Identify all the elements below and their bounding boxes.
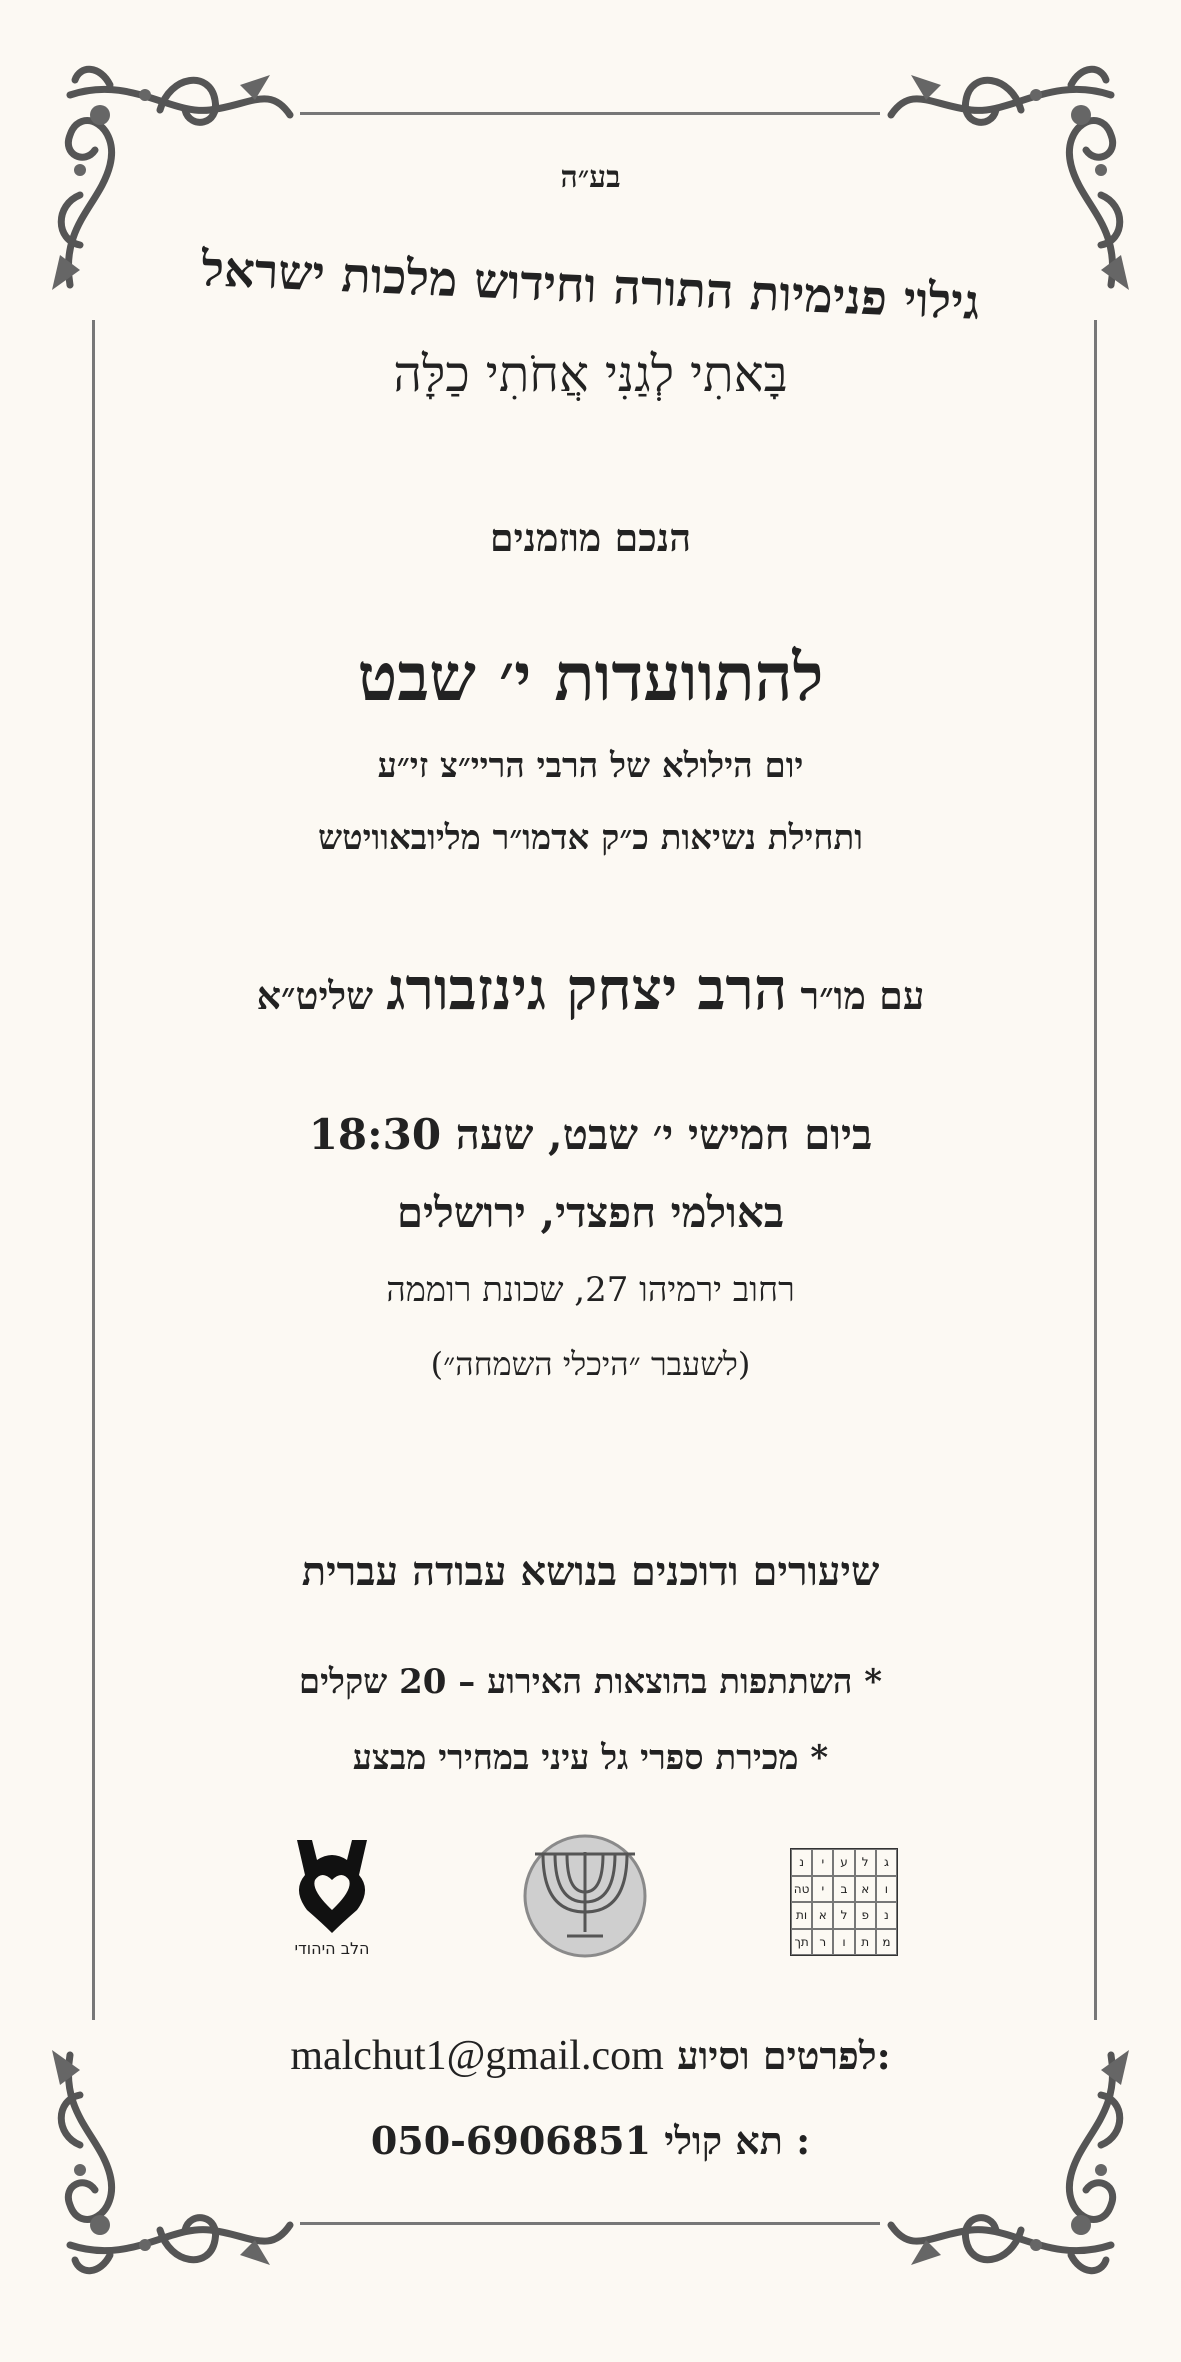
speaker-line [0, 955, 1181, 1023]
grid-letter: נ [791, 1849, 812, 1876]
grid-letter: א [855, 1876, 876, 1903]
grid-letter: ת [855, 1929, 876, 1956]
event-address: רחוב ירמיהו 27, שכונת רוממה [386, 1270, 795, 1310]
grid-letter: י [812, 1876, 833, 1903]
contact-email-line [0, 2030, 1181, 2080]
gal-einai-logo [790, 1848, 898, 1956]
speaker-suffix: שליט״א [256, 973, 374, 1018]
event-title: להתוועדות י׳ שבט [357, 638, 824, 716]
frame-top-line [300, 112, 880, 115]
grid-letter: פ [855, 1902, 876, 1929]
grid-letter: א [812, 1902, 833, 1929]
grid-letter: ע [833, 1849, 854, 1876]
speaker-prefix: עם מו״ר [800, 973, 925, 1018]
grid-letter: ג [876, 1849, 897, 1876]
contact-phone-line [0, 2118, 1181, 2164]
menorah-logo [521, 1832, 649, 1960]
frame-bottom-line [300, 2222, 880, 2225]
grid-letter: ו [876, 1876, 897, 1903]
org-title: גילוי פנימיות התורה וחידוש מלכות ישראל [200, 241, 981, 331]
invited-line: הנכם מוזמנים [489, 515, 692, 560]
venue-former-name: (לשעבר ״היכלי השמחה״) [430, 1345, 751, 1383]
event-datetime: ביום חמישי י׳ שבט, שעה 18:30 [308, 1110, 873, 1159]
grid-letter: ל [855, 1849, 876, 1876]
grid-letter: טה [791, 1876, 812, 1903]
event-subtitle-1: יום הילולא של הרבי הריי״צ זי״ע [377, 746, 804, 786]
grid-letter: מ [876, 1929, 897, 1956]
event-subtitle-2: ותחילת נשיאות כ״ק אדמו״ר מליובאוויטש [318, 818, 863, 858]
contact-phone[interactable]: 050-6906851 [370, 2118, 652, 2163]
heart-logo-caption: הלב היהודי [294, 1939, 370, 1958]
contact-phone-label: תא קולי : [664, 2118, 811, 2163]
note-fee: * השתתפות בהוצאות האירוע – 20 שקלים [298, 1662, 883, 1702]
grid-letter: י [812, 1849, 833, 1876]
grid-letter: ר [812, 1929, 833, 1956]
grid-letter: נ [876, 1902, 897, 1929]
menorah-icon [521, 1832, 649, 1960]
heart-logo [262, 1835, 402, 1965]
grid-letter: ות [791, 1902, 812, 1929]
besiyata-dishmaya: בע״ה [560, 160, 621, 195]
grid-letter: ו [833, 1929, 854, 1956]
heart-icon [287, 1835, 377, 1935]
speaker-name: הרב יצחק גינזבורג [386, 955, 788, 1023]
contact-label: לפרטים וסיוע: [677, 2033, 891, 2078]
event-venue: באולמי חפצדי, ירושלים [396, 1188, 785, 1237]
grid-letter: ב [833, 1876, 854, 1903]
note-books-sale: * מכירת ספרי גל עיני במחירי מבצע [352, 1738, 829, 1778]
contact-email[interactable]: malchut1@gmail.com [290, 2033, 664, 2079]
topics-line: שיעורים ודוכנים בנושא עבודה עברית [301, 1548, 880, 1595]
grid-letter: תך [791, 1929, 812, 1956]
verse: בָּאתִי לְגַנִּי אֲחֹתִי כַלָּה [393, 345, 788, 403]
grid-letter: ל [833, 1902, 854, 1929]
